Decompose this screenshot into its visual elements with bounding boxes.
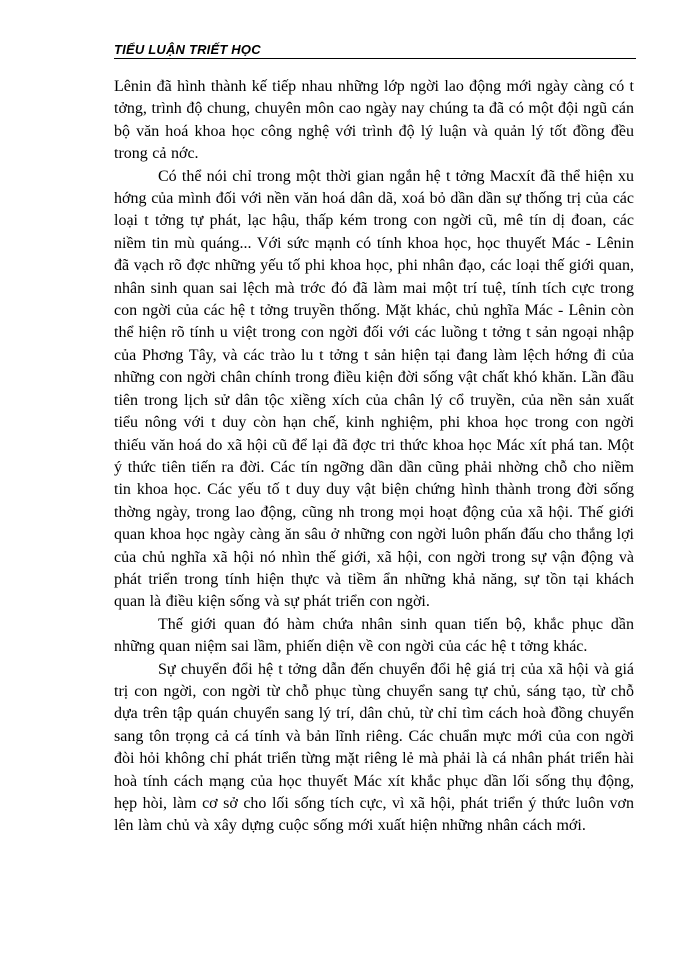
- paragraph: Có thể nói chỉ trong một thời gian ngắn hệ t tởng Macxít đã thể hiện xu hớng của mình đối với nền văn hoá dân dã, xoá bỏ dần dần sự thống trị của các loại t tởng tự phát, lạc hậu, thấp kém trong con ngời cũ, mê tín dị đoan, các niềm tin mù quáng... Với sức mạnh có tính khoa học, học thuyết Mác - Lênin đã vạch rõ đợc những yếu tố phi khoa học, phi nhân đạo, các loại thế giới quan, nhân sinh quan sai lệch mà trớc đó đã làm mai một trí tuệ, tính tích cực trong con ngời của các hệ t tởng truyền thống. Mặt khác, chủ nghĩa Mác - Lênin còn thể hiện rõ tính u việt trong con ngời đối với các luồng t tởng t sản ngoại nhập của Phơng Tây, và các trào lu t tởng t sản hiện tại đang làm lệch hớng đi của những con ngời chân chính trong điều kiện đời sống vật chất khó khăn. Lần đầu tiên trong lịch sử dân tộc xiềng xích của chân lý cổ truyền, của nền sản xuất tiểu nông với t duy còn hạn chế, kinh nghiệm, phi khoa học trong con ngời thiếu văn hoá do xã hội cũ để lại đã đợc tri thức khoa học Mác xít phá tan. Một ý thức tiên tiến ra đời. Các tín ngỡng dần dần cũng phải nhờng chỗ cho niềm tin khoa học. Các yếu tố t duy duy vật biện chứng hình thành trong đời sống thờng ngày, trong lao động, cũng nh trong mọi hoạt động của xã hội. Thế giới quan khoa học ngày càng ăn sâu ở những con ngời luôn phấn đấu cho thắng lợi của chủ nghĩa xã hội nó nhìn thế giới, xã hội, con ngời trong sự vận động và phát triển trong tính hiện thực và tiềm ẩn những khả năng, sự tồn tại khách quan là điều kiện sống và sự phát triển con ngời.: [114, 167, 634, 611]
- header-title: TIỂU LUẬN TRIẾT HỌC: [114, 42, 261, 57]
- paragraph: Thế giới quan đó hàm chứa nhân sinh quan tiến bộ, khắc phục dần những quan niệm sai lầm, phiến diện về con ngời của các hệ t tởng khác.: [114, 615, 634, 656]
- header-rule: [114, 58, 636, 59]
- paragraph: Lênin đã hình thành kế tiếp nhau những lớp ngời lao động mới ngày càng có t tởng, trình độ chung, chuyên môn cao ngày nay chúng ta đã có một đội ngũ cán bộ văn hoá khoa học công nghệ với trình độ lý luận và quản lý tốt đồng đều trong cả nớc.: [114, 78, 634, 163]
- page-header: [114, 40, 636, 60]
- document-body: [114, 76, 634, 838]
- paragraph: Sự chuyển đổi hệ t tởng dẫn đến chuyển đổi hệ giá trị của xã hội và giá trị con ngời, con ngời từ chỗ phục tùng chuyển sang tự chủ, sáng tạo, từ chỗ dựa trên tập quán chuyển sang lý trí, dân chủ, từ chỉ tìm cách hoà đồng chuyển sang tôn trọng cả cá tính và bản lĩnh riêng. Các chuẩn mực mới của con ngời đòi hỏi không chỉ phát triển từng mặt riêng lẻ mà phải là cá nhân phát triển hài hoà tính cách mạng của học thuyết Mác xít khắc phục dần lối sống thụ động, hẹp hòi, làm cơ sở cho lối sống tích cực, vì xã hội, phát triển ý thức luôn vơn lên làm chủ và xây dựng cuộc sống mới xuất hiện những nhân cách mới.: [114, 660, 634, 835]
